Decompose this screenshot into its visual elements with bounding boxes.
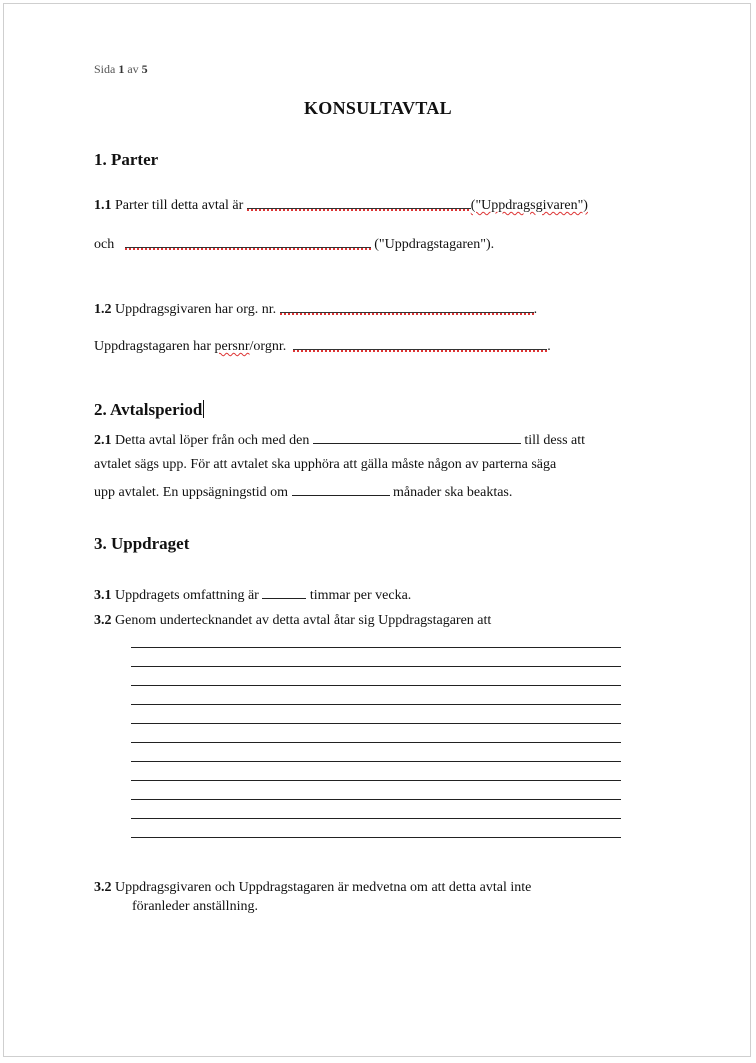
role-label-2: ("Uppdragstagaren"). <box>374 237 495 252</box>
document-page <box>3 3 751 1057</box>
notice-period-field[interactable] <box>292 483 390 496</box>
clause-text: Genom undertecknandet av detta avtal åtar sig Uppdragstagaren att <box>115 613 492 628</box>
clause-text: Parter till detta avtal är <box>115 198 244 213</box>
clause-1-1-cont[interactable] <box>94 235 494 253</box>
document-title: KONSULTAVTAL <box>304 98 452 118</box>
clause-text: upp avtalet. En uppsägningstid om <box>94 485 289 500</box>
clause-number: 2.1 <box>94 433 112 448</box>
clause-number: 3.1 <box>94 588 112 603</box>
role-label-1-text: ("Uppdragsgivaren") <box>470 198 588 213</box>
blank-line[interactable] <box>131 818 621 819</box>
clause-1-1[interactable] <box>94 196 588 214</box>
page-current: 1 <box>118 62 125 76</box>
clause-number: 3.2 <box>94 613 112 628</box>
blank-line[interactable] <box>131 647 621 648</box>
section-2-heading[interactable] <box>94 400 204 420</box>
text-cursor <box>203 400 204 418</box>
blank-line[interactable] <box>131 761 621 762</box>
clause-text: Uppdragsgivaren har org. nr. <box>115 302 277 317</box>
blank-line[interactable] <box>131 837 621 838</box>
clause-1-2-cont[interactable] <box>94 337 551 355</box>
party-1-field[interactable] <box>247 196 471 209</box>
clause-number: 1.1 <box>94 198 112 213</box>
section-3-heading: 3. Uppdraget <box>94 534 190 553</box>
blank-line[interactable] <box>131 723 621 724</box>
hours-field[interactable] <box>262 586 306 599</box>
clause-text: Detta avtal löper från och med den <box>115 433 310 448</box>
clause-2-1-line-3[interactable] <box>94 483 512 501</box>
clause-2-1[interactable] <box>94 431 585 449</box>
clause-number: 3.2 <box>94 880 112 895</box>
blank-line[interactable] <box>131 685 621 686</box>
clause-1-2[interactable] <box>94 300 537 318</box>
blank-line[interactable] <box>131 742 621 743</box>
clause-3-2b-line-2: föranleder anställning. <box>132 899 258 914</box>
clause-3-2b <box>94 880 531 896</box>
page-label: Sida <box>94 62 116 76</box>
clause-3-1[interactable] <box>94 586 411 604</box>
clause-text: Uppdragstagaren har <box>94 339 212 354</box>
page-total: 5 <box>141 62 148 76</box>
period: . <box>547 339 551 354</box>
page-indicator <box>94 62 148 77</box>
section-2-heading-text: 2. Avtalsperiod <box>94 400 203 419</box>
start-date-field[interactable] <box>313 431 521 444</box>
role-label-1 <box>471 198 588 213</box>
clause-3-2 <box>94 613 491 629</box>
page-of: av <box>127 62 139 76</box>
clause-text: Uppdragsgivaren och Uppdragstagaren är medvetna om att detta avtal inte <box>115 880 532 895</box>
clause-text-end: till dess att <box>524 433 586 448</box>
och-text: och <box>94 237 115 252</box>
clause-2-1-line-2: avtalet sägs upp. För att avtalet ska upphöra att gälla måste någon av parterna säga <box>94 457 557 472</box>
spellcheck-word: persnr <box>214 339 250 354</box>
section-1-heading: 1. Parter <box>94 150 159 169</box>
period: . <box>533 302 538 317</box>
clause-text-end: timmar per vecka. <box>309 588 412 603</box>
clause-number: 1.2 <box>94 302 112 317</box>
blank-line[interactable] <box>131 799 621 800</box>
clause-text: Uppdragets omfattning är <box>115 588 259 603</box>
blank-line[interactable] <box>131 704 621 705</box>
clause-text-end: månader ska beaktas. <box>393 485 513 500</box>
blank-line[interactable] <box>131 780 621 781</box>
clause-text-post: /orgnr. <box>249 339 287 354</box>
persnr-field[interactable] <box>293 337 547 350</box>
blank-line[interactable] <box>131 666 621 667</box>
party-2-field[interactable] <box>125 235 371 248</box>
org-nr-field[interactable] <box>280 300 534 313</box>
